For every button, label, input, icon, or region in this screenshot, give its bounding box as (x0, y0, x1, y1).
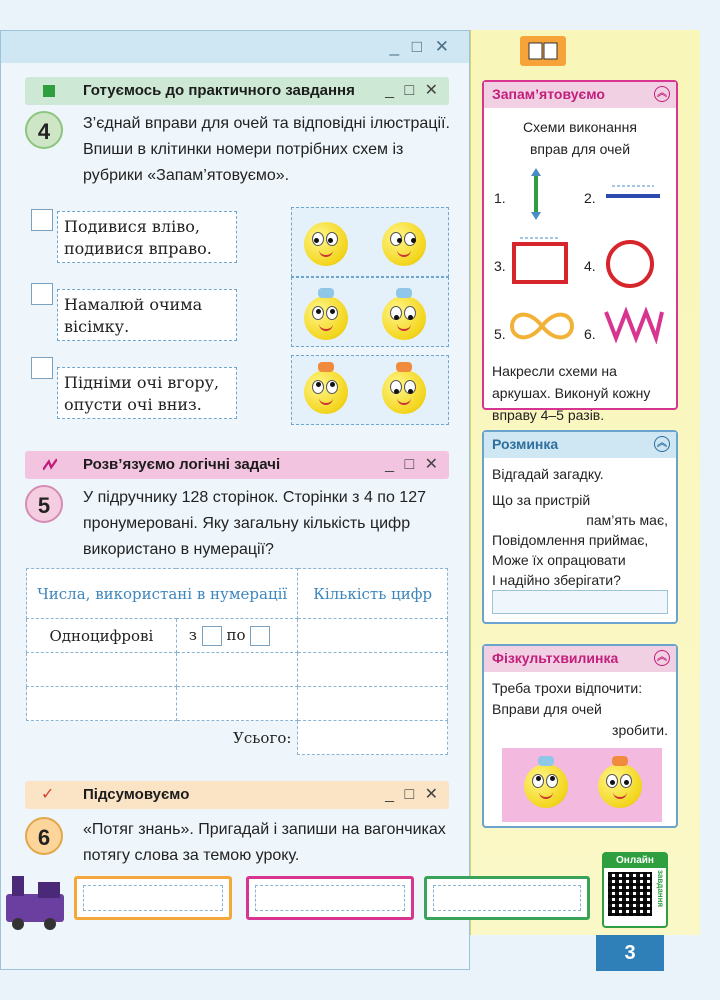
table-row (27, 653, 448, 687)
main-window (0, 30, 470, 970)
train-wagon-1[interactable] (74, 876, 232, 920)
to-input[interactable] (250, 626, 270, 646)
online-sub: завдання (656, 870, 665, 908)
riddle-line: Що за пристрій (492, 492, 591, 508)
face-icon (304, 370, 348, 414)
table-cell[interactable] (27, 653, 177, 687)
online-label: Онлайн (604, 854, 666, 868)
range-cell (176, 619, 298, 653)
remember-title: Запам’ятовуємо (492, 86, 605, 102)
face-icon (382, 296, 426, 340)
section-controls[interactable]: _ □ ✕ (385, 82, 441, 99)
riddle-answer-input[interactable] (492, 590, 668, 614)
scheme-label: 6. (584, 326, 596, 342)
face-icon (304, 222, 348, 266)
exercise-1: Подивися вліво, подивися вправо. (57, 211, 237, 263)
window-titlebar (1, 31, 469, 63)
table-cell[interactable] (298, 653, 448, 687)
section-controls[interactable]: _ □ ✕ (385, 456, 441, 473)
square-icon (43, 85, 55, 97)
check-icon: ✓ (41, 786, 55, 803)
remember-subtitle: Схеми виконання вправ для очей (523, 119, 637, 157)
illustration-3 (291, 355, 449, 425)
task-6-text: «Потяг знань». Пригадай і запиши на вагончиках потягу слова за темою уроку. (83, 821, 446, 864)
riddle-line: Повідомлення приймає, (492, 532, 649, 548)
task-6-number: 6 (25, 817, 63, 855)
answer-cell-1[interactable] (31, 209, 53, 231)
warmup-card (482, 430, 678, 624)
scheme-label: 3. (494, 258, 506, 274)
illustration-1 (291, 207, 449, 277)
page-number: 3 (596, 935, 664, 971)
section-summary-title: Підсумовуємо (83, 786, 190, 803)
face-icon (598, 764, 642, 808)
zigzag-icon (43, 458, 57, 472)
section-logic-bar (25, 451, 449, 479)
table-cell[interactable] (298, 687, 448, 721)
exercise-3: Підніми очі вгору, опусти очі вниз. (57, 367, 237, 419)
section-controls[interactable]: _ □ ✕ (385, 786, 441, 803)
collapse-icon[interactable]: ︽ (654, 436, 670, 452)
fizkult-title: Фізкультхвилинка (492, 650, 619, 666)
fizkult-line: зробити. (612, 722, 668, 738)
table-row-total (27, 721, 448, 755)
warmup-title-bar (484, 432, 676, 458)
riddle-line: пам’ять має, (586, 512, 668, 528)
total-input[interactable] (298, 721, 448, 755)
answer-cell-2[interactable] (31, 283, 53, 305)
riddle (484, 458, 676, 596)
table-cell[interactable] (176, 653, 298, 687)
illustration-2 (291, 277, 449, 347)
from-input[interactable] (202, 626, 222, 646)
book-icon (520, 36, 566, 66)
riddle-line: Може їх опрацювати (492, 552, 626, 568)
train-wagon-3[interactable] (424, 876, 590, 920)
zigzag-scheme-icon (602, 304, 666, 344)
section-logic-title: Розв’язуємо логічні задачі (83, 456, 281, 473)
remember-card (482, 80, 678, 423)
scheme-label: 2. (584, 190, 596, 206)
warmup-title: Розминка (492, 436, 559, 452)
scheme-label: 1. (494, 190, 506, 206)
task-4-text: З’єднай вправи для очей та відповідні ілюстрації. Впиши в клітинки номери потрібних схем із рубрики «Запам’ятовуємо». (83, 115, 450, 184)
scheme-label: 4. (584, 258, 596, 274)
to-label: по (226, 625, 246, 644)
table-header-digits: Кількість цифр (298, 569, 448, 619)
collapse-icon[interactable]: ︽ (654, 650, 670, 666)
empty-cell (27, 721, 177, 755)
locomotive-icon (2, 872, 74, 932)
section-summary-bar (25, 781, 449, 809)
rectangle-scheme-icon (510, 234, 572, 288)
from-label: з (188, 625, 197, 644)
answer-cell-3[interactable] (31, 357, 53, 379)
section-prep-bar (25, 77, 449, 105)
train-wagon-2[interactable] (246, 876, 414, 920)
face-icon (524, 764, 568, 808)
table-cell[interactable] (176, 687, 298, 721)
exercise-2: Намалюй очима вісімку. (57, 289, 237, 341)
task-4-number: 4 (25, 111, 63, 149)
face-icon (382, 370, 426, 414)
table-cell[interactable] (27, 687, 177, 721)
table-row (27, 619, 448, 653)
window-controls[interactable]: _ □ ✕ (389, 37, 453, 56)
row-label-one-digit: Одноцифрові (27, 619, 177, 653)
circle-scheme-icon (602, 234, 658, 290)
remember-title-bar (484, 82, 676, 108)
fizkult-line: Вправи для очей (492, 701, 602, 717)
task-5-text: У підручнику 128 сторінок. Сторінки з 4 по 127 пронумеровані. Яку загальну кількість цифр використано в нумерації? (83, 489, 426, 558)
riddle-line: Відгадай загадку. (492, 466, 604, 482)
fizkult-text (484, 672, 676, 747)
total-label: Усього: (233, 728, 292, 747)
fizkult-line: Треба трохи відпочити: (492, 680, 643, 696)
collapse-icon[interactable]: ︽ (654, 86, 670, 102)
fizkult-illustration (502, 748, 662, 822)
fizkult-title-bar (484, 646, 676, 672)
schemes-grid (484, 160, 676, 360)
digits-table (26, 568, 448, 755)
online-task-badge[interactable] (602, 852, 668, 928)
riddle-line: І надійно зберігати? (492, 572, 621, 588)
task-5-number: 5 (25, 485, 63, 523)
qr-code-icon[interactable] (608, 872, 652, 916)
face-icon (382, 222, 426, 266)
section-prep-title: Готуємось до практичного завдання (83, 82, 355, 99)
scheme-label: 5. (494, 326, 506, 342)
table-header-numbers: Числа, використані в нумерації (27, 569, 298, 619)
table-row (27, 687, 448, 721)
fizkult-card (482, 644, 678, 828)
vertical-line-scheme-icon (524, 168, 548, 220)
horizontal-line-scheme-icon (602, 180, 664, 204)
remember-note: Накресли схеми на аркушах. Виконуй кожну вправу 4–5 разів. (492, 363, 651, 423)
digits-input[interactable] (298, 619, 448, 653)
face-icon (304, 296, 348, 340)
figure-eight-scheme-icon (508, 300, 576, 344)
